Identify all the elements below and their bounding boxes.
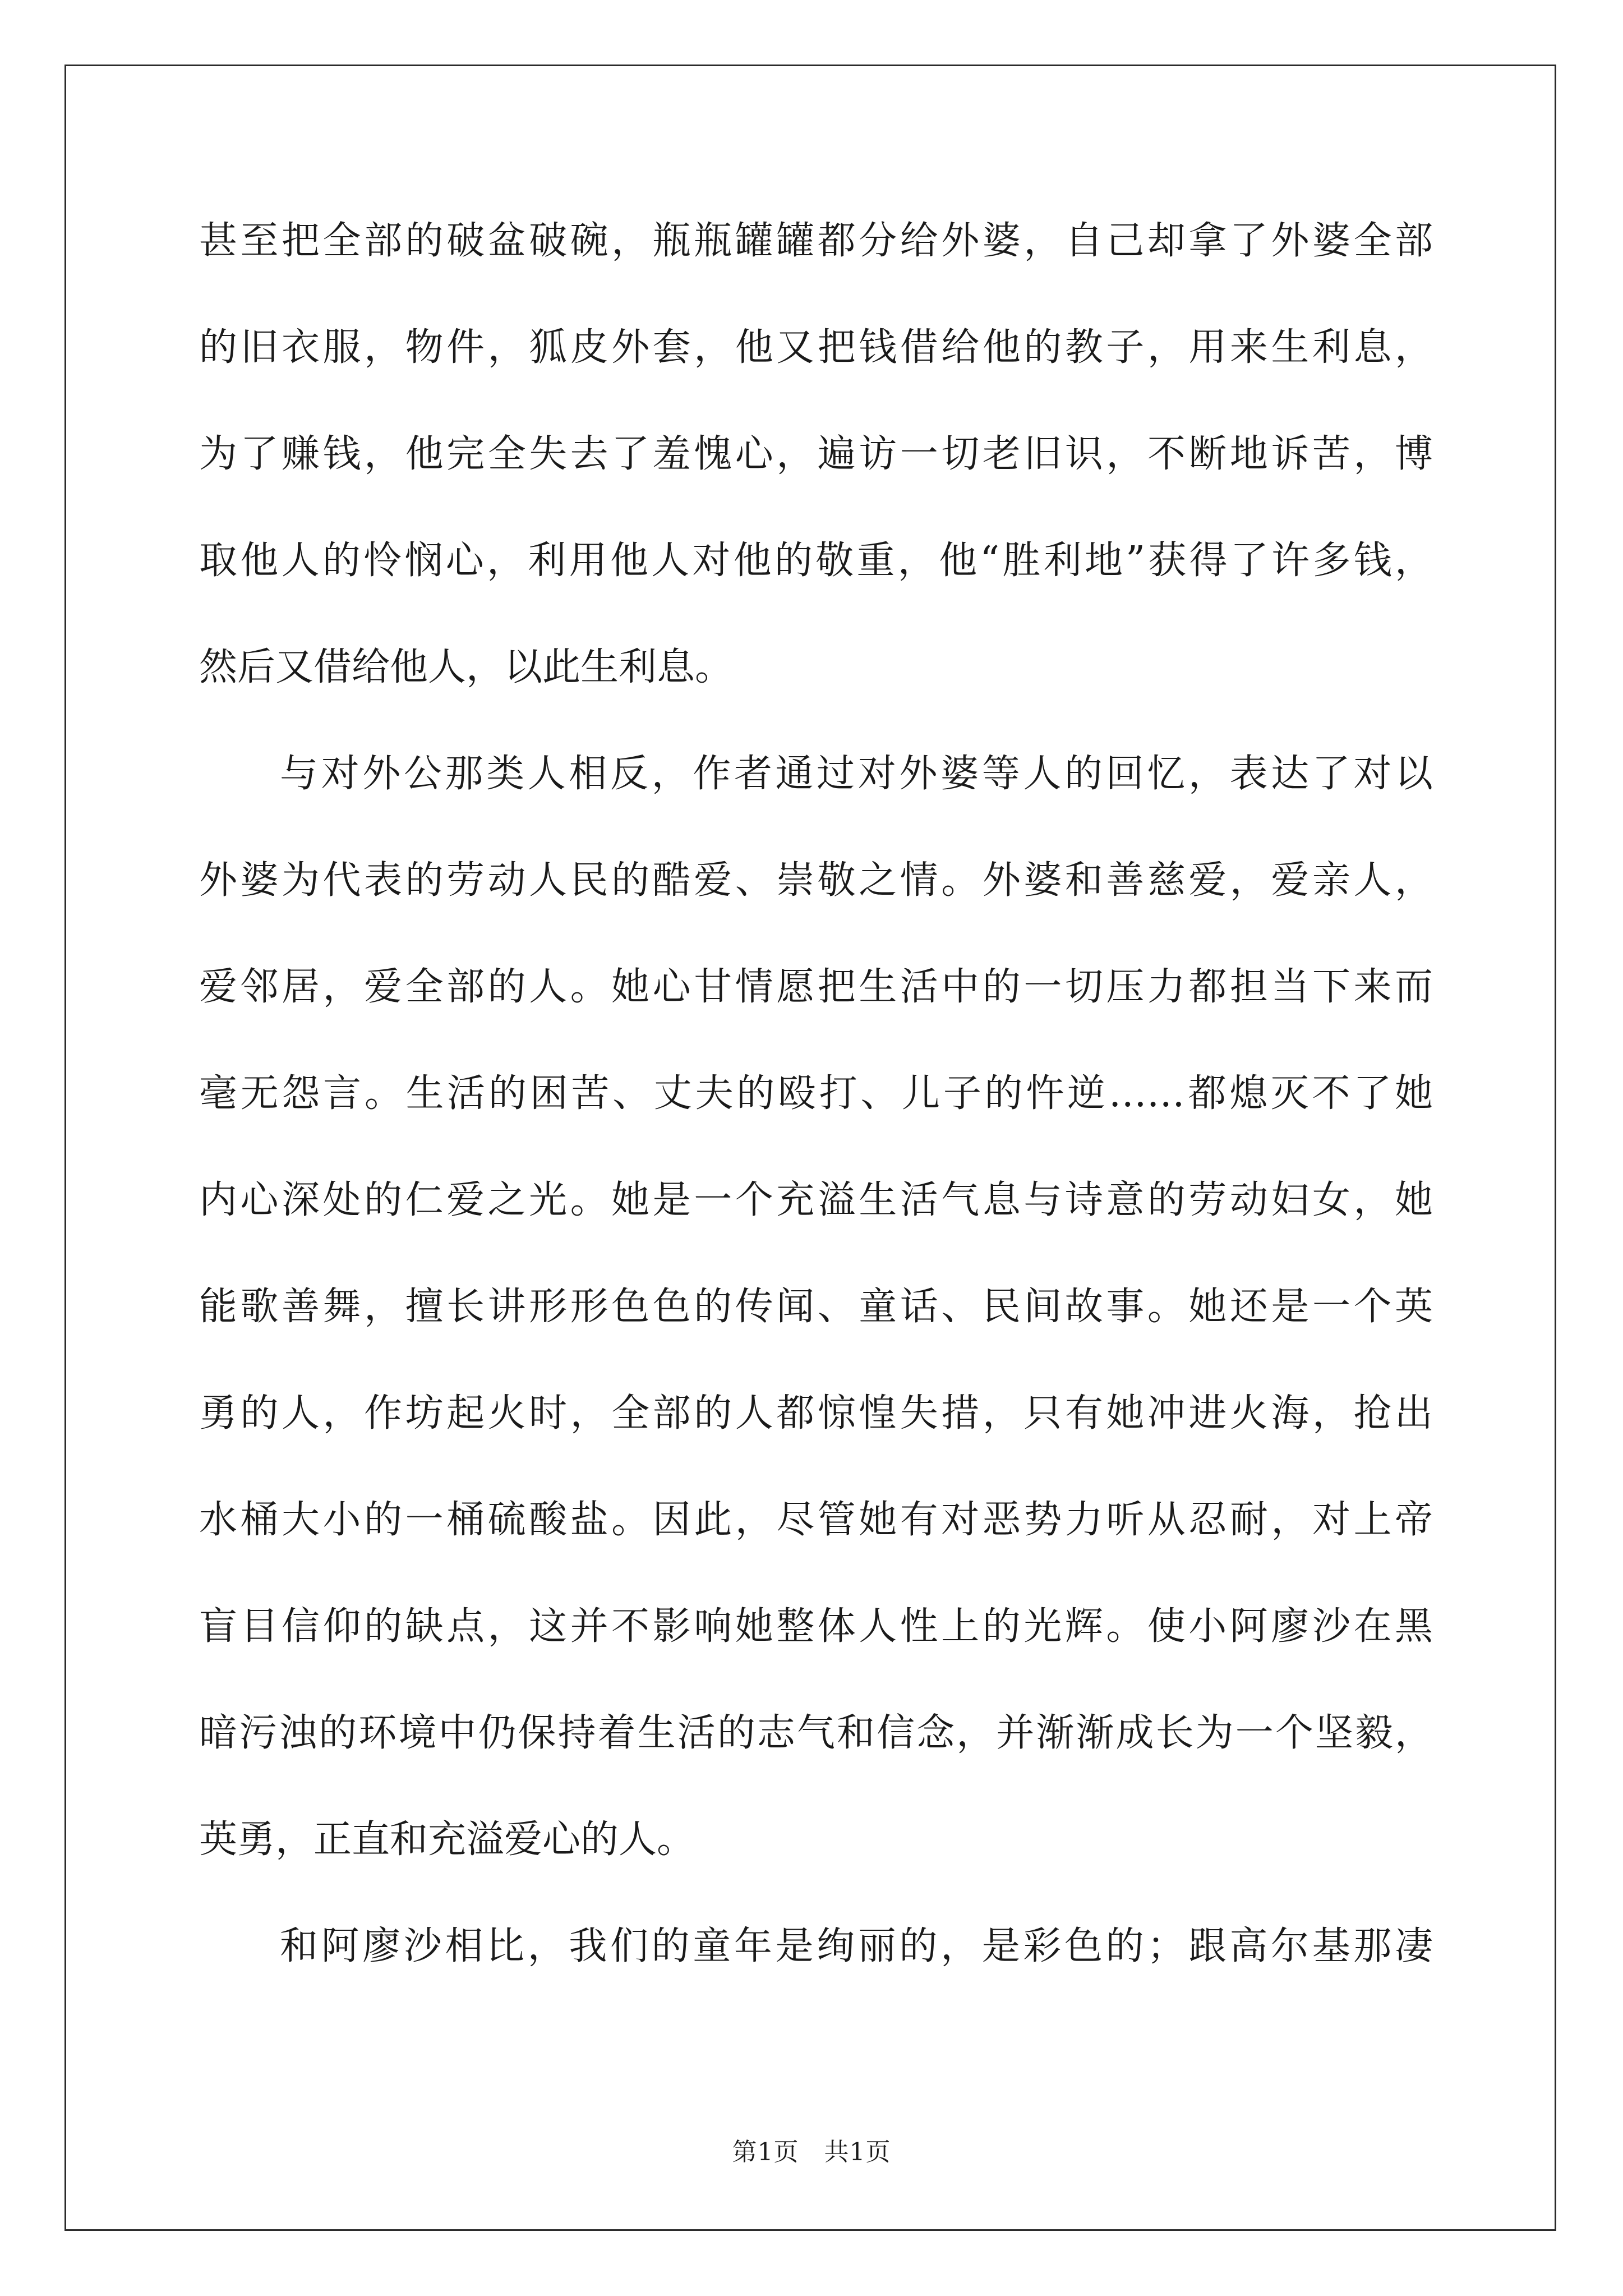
text-line: 勇的人，作坊起火时，全部的人都惊惶失措，只有她冲进火海，抢出 [199, 1391, 1433, 1435]
document-body [199, 213, 1433, 2025]
text-line: 取他人的怜悯心，利用他人对他的敬重，他“胜利地”获得了许多钱， [199, 539, 1433, 583]
page-number-footer: 第1页 共1页 [732, 2138, 891, 2166]
text-line: 甚至把全部的破盆破碗，瓶瓶罐罐都分给外婆，自己却拿了外婆全部 [199, 219, 1433, 263]
text-line: 然后又借给他人，以此生利息。 [199, 645, 734, 689]
text-line: 盲目信仰的缺点，这并不影响她整体人性上的光辉。使小阿廖沙在黑 [199, 1604, 1433, 1649]
text-line: 的旧衣服，物件，狐皮外套，他又把钱借给他的教子，用来生利息， [199, 325, 1433, 370]
text-line: 为了赚钱，他完全失去了羞愧心，遍访一切老旧识，不断地诉苦，博 [199, 432, 1433, 476]
text-line: 内心深处的仁爱之光。她是一个充溢生活气息与诗意的劳动妇女，她 [199, 1178, 1433, 1222]
paragraph-first-line: 和阿廖沙相比，我们的童年是绚丽的，是彩色的；跟高尔基那凄 [280, 1924, 1433, 1968]
text-line: 外婆为代表的劳动人民的酷爱、崇敬之情。外婆和善慈爱，爱亲人， [199, 858, 1433, 903]
text-line: 英勇，正直和充溢爱心的人。 [199, 1818, 695, 1862]
text-line: 暗污浊的环境中仍保持着生活的志气和信念，并渐渐成长为一个坚毅， [199, 1711, 1433, 1755]
text-line: 爱邻居，爱全部的人。她心甘情愿把生活中的一切压力都担当下来而 [199, 965, 1433, 1009]
text-line: 水桶大小的一桶硫酸盐。因此，尽管她有对恶势力听从忍耐，对上帝 [199, 1498, 1433, 1542]
text-line: 毫无怨言。生活的困苦、丈夫的殴打、儿子的忤逆……都熄灭不了她 [199, 1071, 1433, 1116]
text-line: 能歌善舞，擅长讲形形色色的传闻、童话、民间故事。她还是一个英 [199, 1285, 1433, 1329]
paragraph-first-line: 与对外公那类人相反，作者通过对外婆等人的回忆，表达了对以 [280, 752, 1433, 796]
